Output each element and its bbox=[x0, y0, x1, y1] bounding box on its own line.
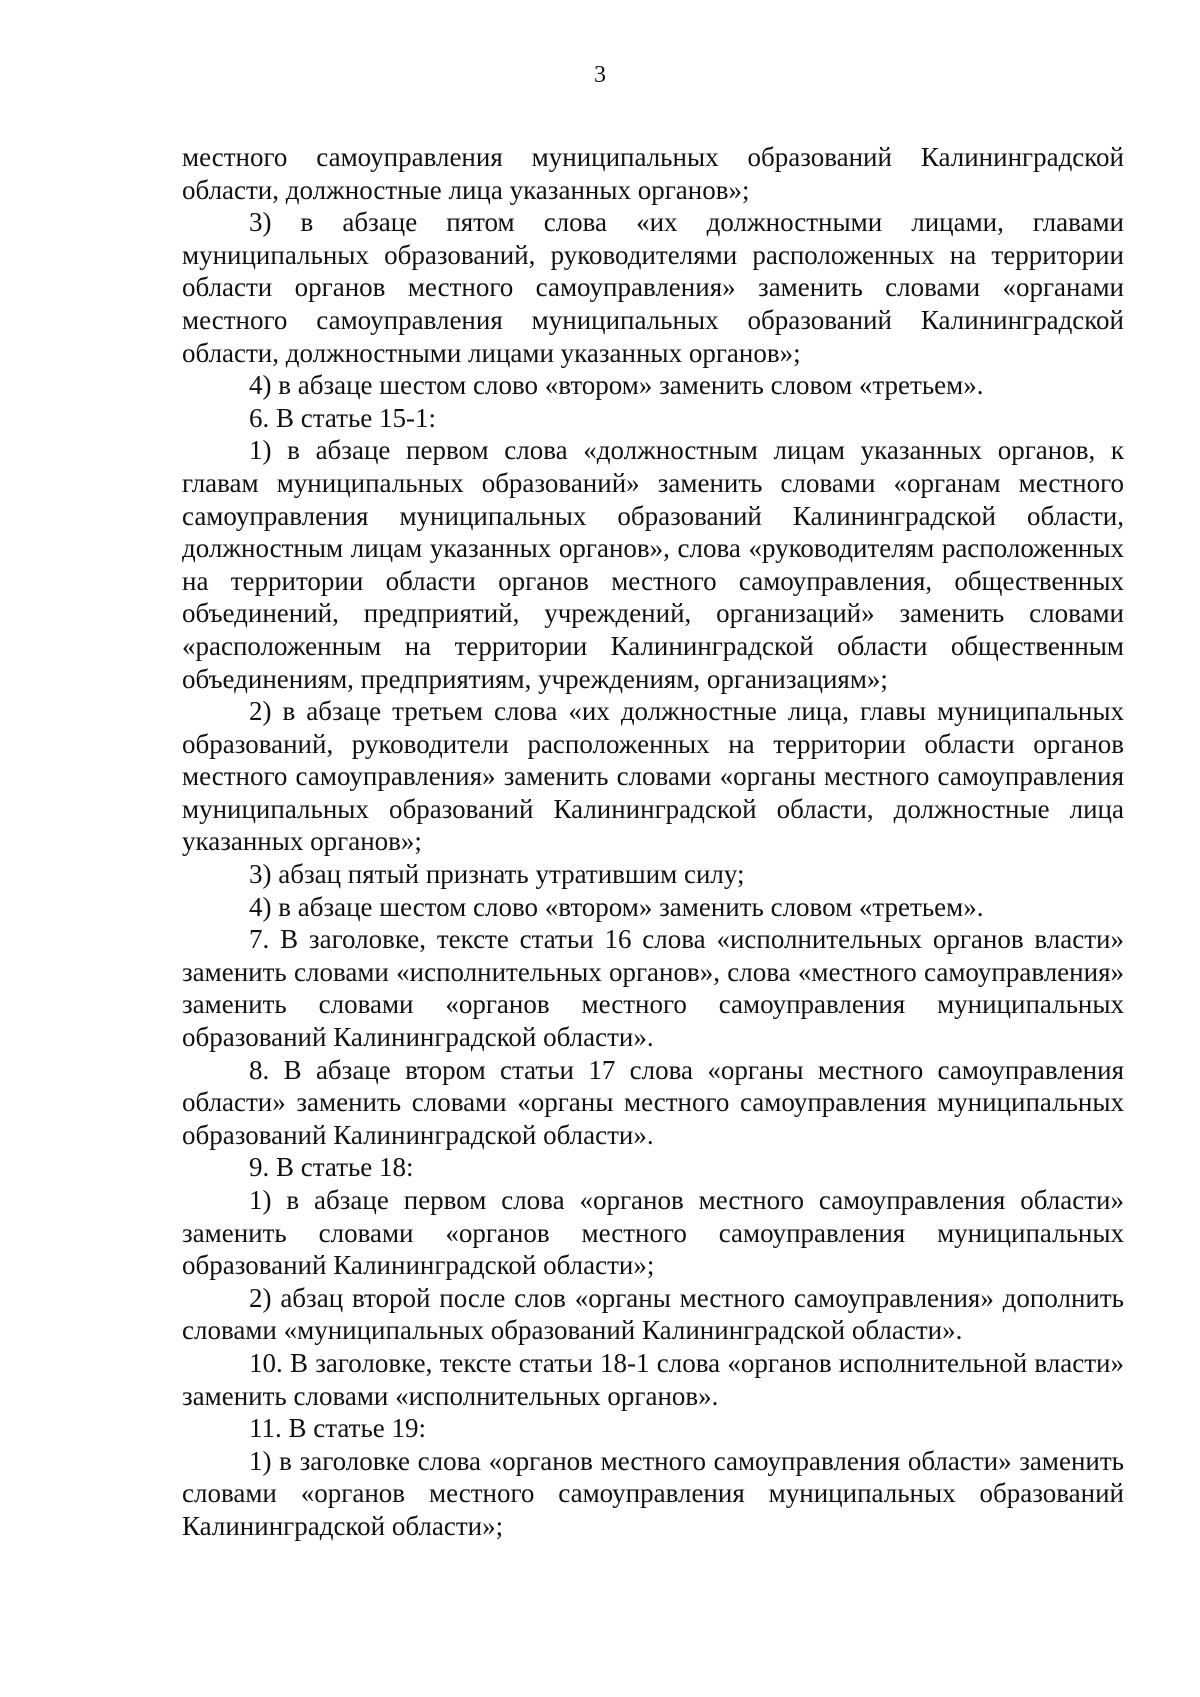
paragraph: 6. В статье 15-1: bbox=[249, 402, 436, 433]
paragraph: 1) в абзаце первом слова «должностным лицам указанных органов, к главам муниципальных образований» заменить словами «органам местного самоуправления муниципальных образований Калининградской области, должностным лицам указанных органов», слова «руководителям расположенных на территории области органов местного самоуправления, общественных объединений, предприятий, учреждений, организаций» заменить словами «расположенным на территории Калининградской области общественным объединениям, предприятиям, учреждениям, организациям»; bbox=[182, 435, 1124, 694]
paragraph: 7. В заголовке, тексте статьи 16 слова «исполнительных органов власти» заменить словами «исполнительных органов», слова «местного самоуправления» заменить словами «органов местного самоуправления муниципальных образований Калининградской области». bbox=[182, 924, 1124, 1053]
paragraph: 8. В абзаце втором статьи 17 слова «органы местного самоуправления области» заменить словами «органы местного самоуправления муниципальных образований Калининградской области». bbox=[182, 1054, 1124, 1150]
paragraph: 3) абзац пятый признать утратившим силу; bbox=[249, 859, 745, 890]
document-body bbox=[182, 141, 1124, 1543]
paragraph: 4) в абзаце шестом слово «втором» заменить словом «третьем». bbox=[249, 891, 984, 922]
paragraph: местного самоуправления муниципальных образований Калининградской области, должностные лица указанных органов»; bbox=[182, 142, 1124, 205]
page-number: 3 bbox=[594, 62, 606, 88]
paragraph: 1) в заголовке слова «органов местного самоуправления области» заменить словами «органов местного самоуправления муниципальных образований Калининградской области»; bbox=[182, 1445, 1124, 1541]
paragraph: 2) в абзаце третьем слова «их должностные лица, главы муниципальных образований, руководители расположенных на территории области органов местного самоуправления» заменить словами «органы местного самоуправления муниципальных образований Калининградской области, должностные лица указанных органов»; bbox=[182, 696, 1124, 857]
paragraph: 2) абзац второй после слов «органы местного самоуправления» дополнить словами «муниципальных образований Калининградской области». bbox=[182, 1282, 1124, 1346]
paragraph: 9. В статье 18: bbox=[249, 1152, 414, 1183]
paragraph: 11. В статье 19: bbox=[249, 1413, 427, 1444]
paragraph: 10. В заголовке, тексте статьи 18-1 слова «органов исполнительной власти» заменить словами «исполнительных органов». bbox=[182, 1347, 1124, 1411]
paragraph: 3) в абзаце пятом слова «их должностными лицами, главами муниципальных образований, руководителями расположенных на территории области органов местного самоуправления» заменить словами «органами местного самоуправления муниципальных образований Калининградской области, должностными лицами указанных органов»; bbox=[182, 207, 1124, 368]
paragraph: 1) в абзаце первом слова «органов местного самоуправления области» заменить словами «органов местного самоуправления муниципальных образований Калининградской области»; bbox=[182, 1185, 1124, 1281]
paragraph: 4) в абзаце шестом слово «втором» заменить словом «третьем». bbox=[249, 370, 984, 401]
